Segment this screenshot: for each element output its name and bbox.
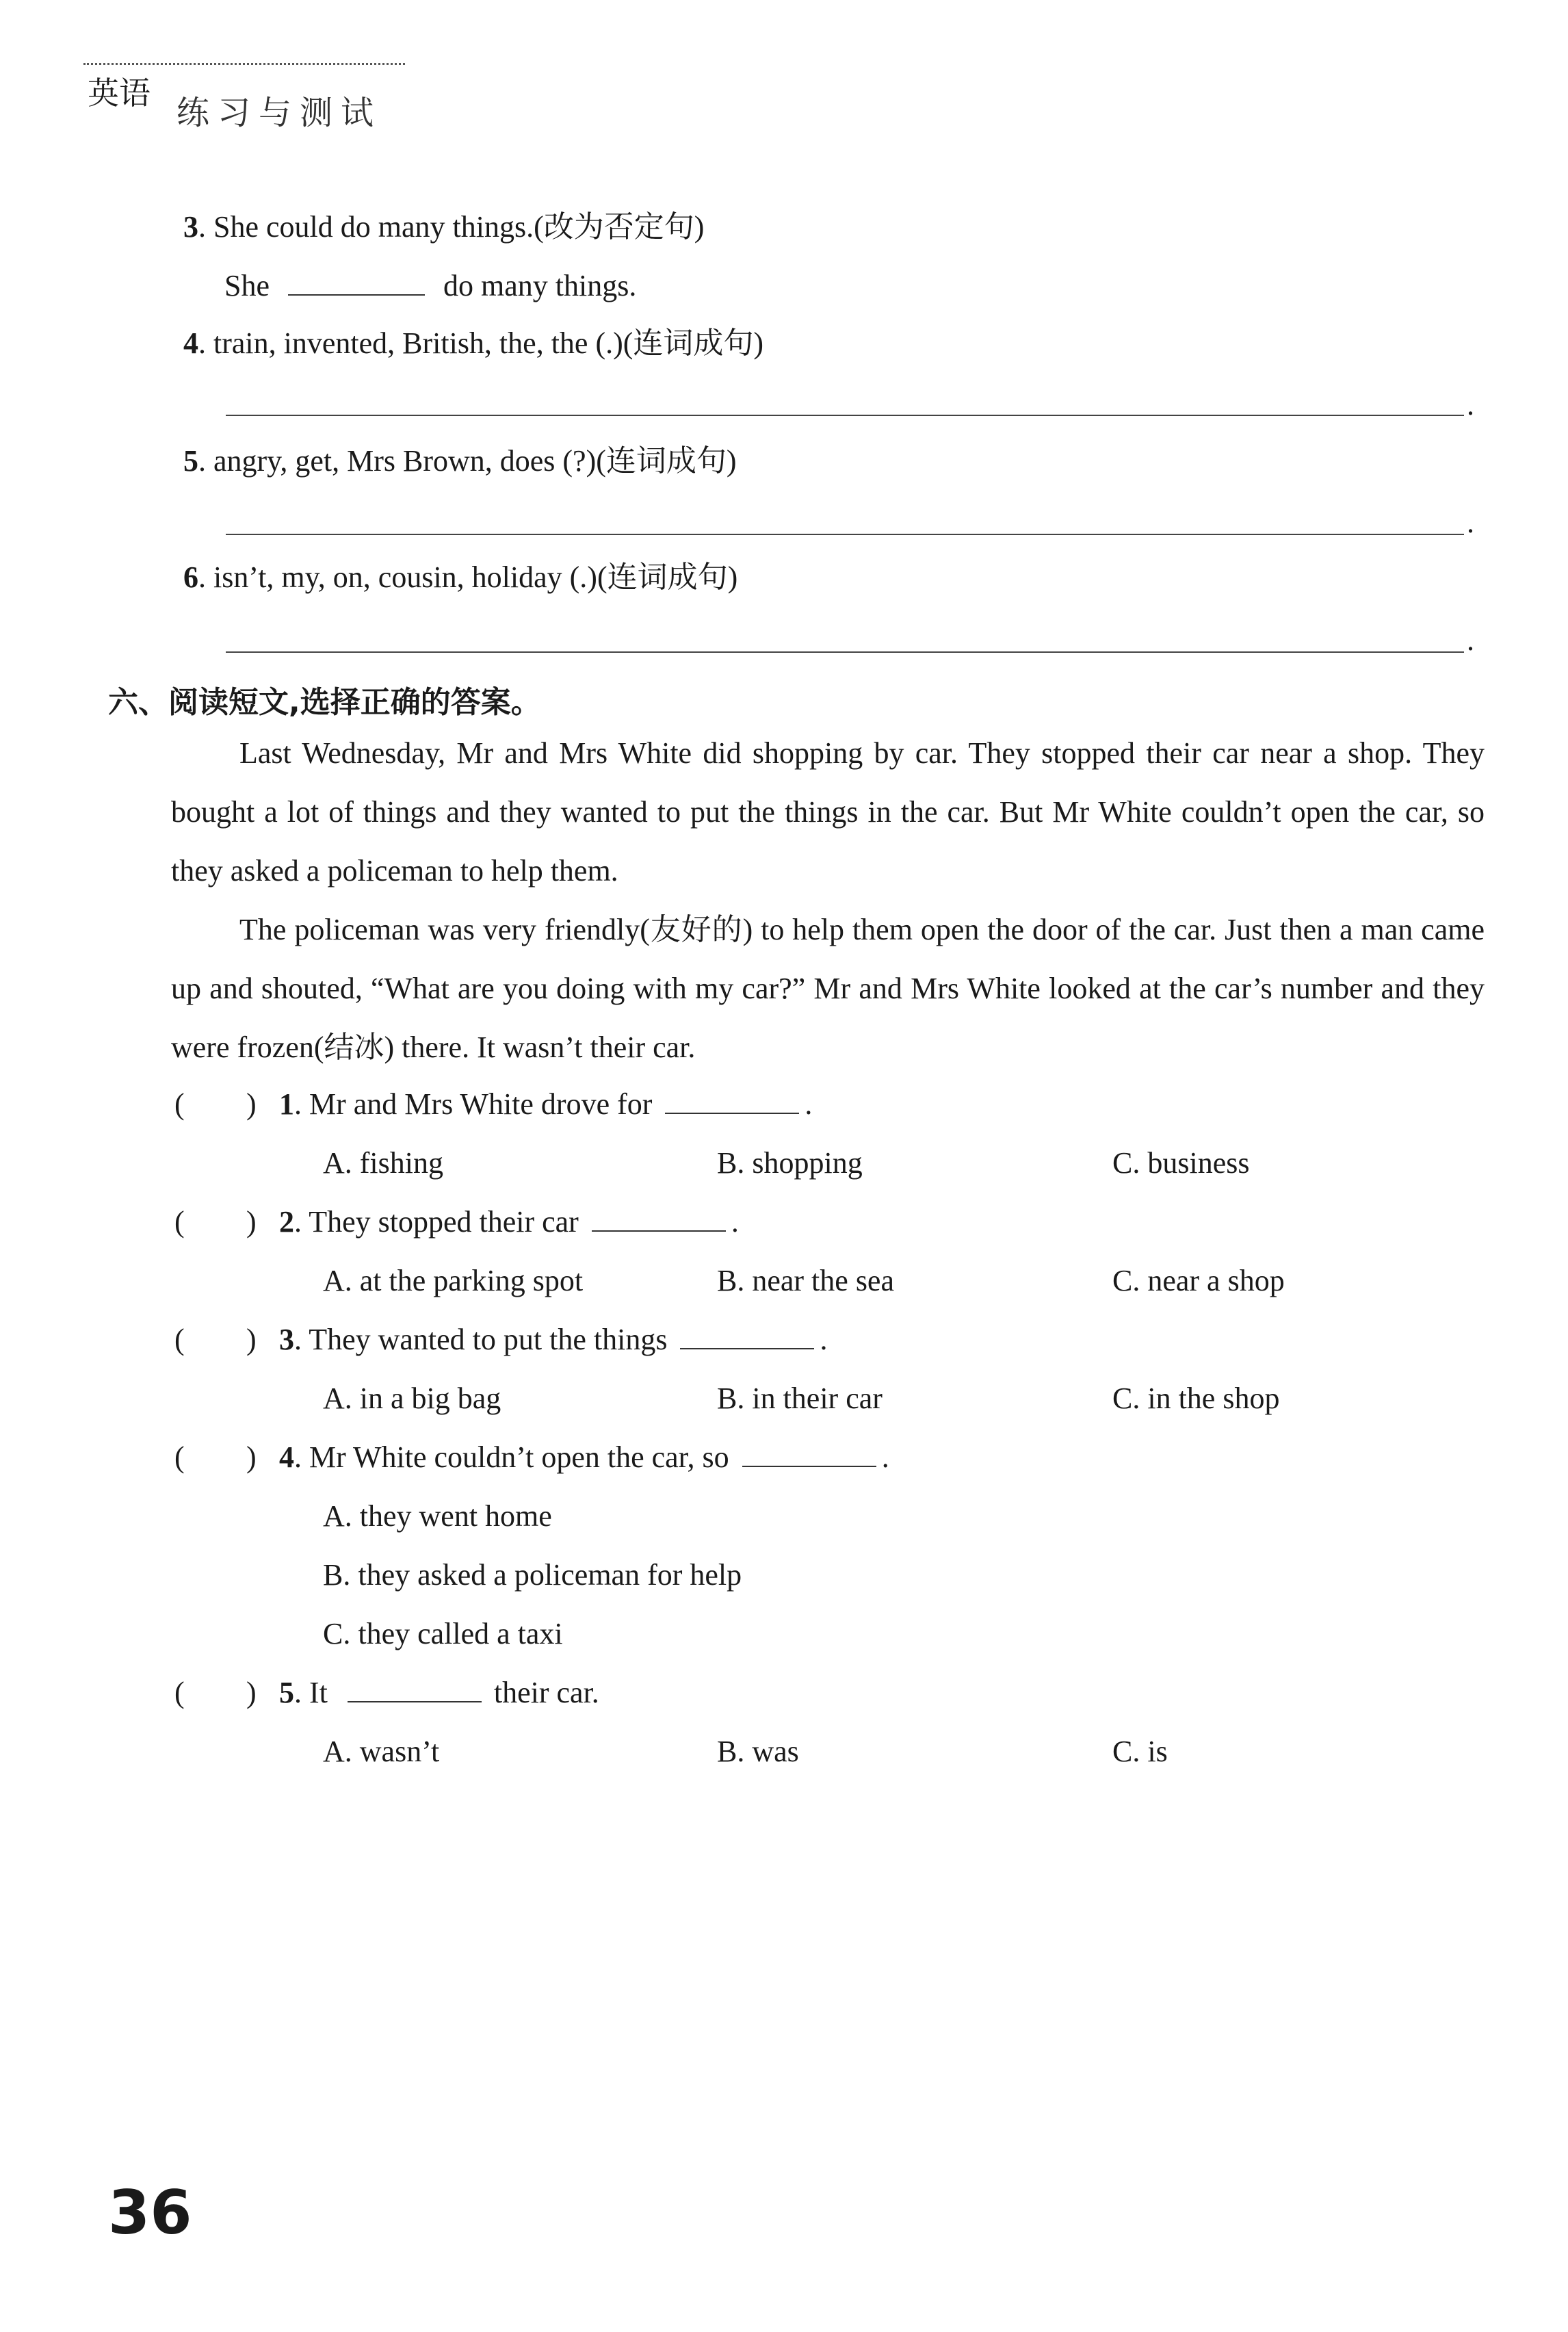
mc4-text: . Mr White couldn’t open the car, so	[294, 1440, 729, 1474]
mc1-post: .	[805, 1087, 813, 1121]
mc4-paren-open: (	[174, 1440, 185, 1474]
mc5-text: . It	[294, 1676, 328, 1709]
q4-end-period: .	[1467, 388, 1474, 422]
mc3-text: . They wanted to put the things	[294, 1323, 668, 1356]
mc5-paren-close: )	[246, 1676, 257, 1709]
mc2-stem	[279, 1202, 739, 1243]
mc1-paren-close: )	[246, 1087, 257, 1121]
q5-prompt	[183, 441, 737, 482]
mc1-option-a[interactable]: A. fishing	[323, 1146, 443, 1180]
q6-number: 6	[183, 560, 198, 594]
mc5-option-a[interactable]: A. wasn’t	[323, 1735, 440, 1768]
mc4-stem	[279, 1437, 889, 1478]
mc5-stem	[279, 1672, 599, 1713]
q4-number: 4	[183, 326, 198, 360]
page-number: 36	[108, 2177, 192, 2248]
mc1-paren-open: (	[174, 1087, 185, 1121]
q3-answer-prefix: She	[224, 269, 270, 302]
q5-hint: (连词成句)	[596, 444, 737, 478]
mc2-text: . They stopped their car	[294, 1205, 579, 1239]
mc3-option-a[interactable]: A. in a big bag	[323, 1382, 501, 1415]
q4-answer-line[interactable]	[226, 415, 1464, 416]
mc2-paren-open: (	[174, 1205, 185, 1239]
q3-text: . She could do many things.	[198, 210, 534, 244]
mc3-number: 3	[279, 1323, 294, 1356]
mc4-option-b[interactable]: B. they asked a policeman for help	[323, 1558, 742, 1592]
q5-number: 5	[183, 444, 198, 478]
mc5-option-b[interactable]: B. was	[717, 1735, 799, 1768]
q5-text: . angry, get, Mrs Brown, does (?)	[198, 444, 597, 478]
header-subject: 英语	[88, 75, 151, 112]
header-title: 练习与测试	[177, 94, 382, 132]
mc5-blank	[348, 1674, 482, 1702]
section-six-title: 六、阅读短文,选择正确的答案。	[108, 685, 541, 720]
q6-answer-line[interactable]	[226, 651, 1464, 653]
q3-answer-blank[interactable]	[288, 267, 425, 296]
mc5-number: 5	[279, 1676, 294, 1709]
mc5-paren-open: (	[174, 1676, 185, 1709]
q5-answer-line[interactable]	[226, 534, 1464, 535]
mc4-number: 4	[279, 1440, 294, 1474]
mc2-paren-close: )	[246, 1205, 257, 1239]
q4-prompt	[183, 323, 763, 364]
q3-answer-suffix: do many things.	[443, 269, 637, 302]
passage-paragraph-1: Last Wednesday, Mr and Mrs White did shopping by car. They stopped their car near a shop. They bought a lot of things and they wanted to put the things in the car. But Mr White couldn’t open the car, so they asked a policeman to help them.	[171, 736, 1485, 888]
q6-end-period: .	[1467, 623, 1474, 657]
mc1-number: 1	[279, 1087, 294, 1121]
q4-hint: (连词成句)	[623, 326, 764, 360]
q5-end-period: .	[1467, 506, 1474, 539]
q6-prompt	[183, 557, 737, 598]
q4-text: . train, invented, British, the, the (.)	[198, 326, 623, 360]
q3-prompt	[183, 207, 704, 248]
mc1-stem	[279, 1084, 812, 1125]
mc1-blank	[665, 1085, 799, 1114]
mc4-paren-close: )	[246, 1440, 257, 1474]
mc4-option-c[interactable]: C. they called a taxi	[323, 1617, 563, 1650]
mc4-post: .	[881, 1440, 889, 1474]
mc3-post: .	[820, 1323, 828, 1356]
q6-hint: (连词成句)	[597, 560, 738, 594]
q6-text: . isn’t, my, on, cousin, holiday (.)	[198, 560, 597, 594]
mc2-option-a[interactable]: A. at the parking spot	[323, 1264, 584, 1297]
mc5-post: their car.	[493, 1676, 599, 1709]
mc2-option-b[interactable]: B. near the sea	[717, 1264, 894, 1297]
mc5-option-c[interactable]: C. is	[1112, 1735, 1168, 1768]
mc3-option-c[interactable]: C. in the shop	[1112, 1382, 1280, 1415]
mc1-option-b[interactable]: B. shopping	[717, 1146, 863, 1180]
mc2-number: 2	[279, 1205, 294, 1239]
mc3-paren-open: (	[174, 1323, 185, 1356]
mc2-option-c[interactable]: C. near a shop	[1112, 1264, 1285, 1297]
mc3-stem	[279, 1319, 827, 1360]
mc3-blank	[680, 1321, 814, 1349]
passage-paragraph-2: The policeman was very friendly(友好的) to help them open the door of the car. Just then a man came up and shouted, “What are you doing with my car?” Mr and Mrs White looked at the car’s number and they were frozen(结冰) there. It wasn’t their car.	[171, 913, 1485, 1064]
mc2-post: .	[731, 1205, 739, 1239]
q3-number: 3	[183, 210, 198, 244]
mc4-option-a[interactable]: A. they went home	[323, 1499, 552, 1533]
mc2-blank	[592, 1203, 726, 1232]
q3-answer-line	[224, 265, 636, 307]
mc3-paren-close: )	[246, 1323, 257, 1356]
mc1-text: . Mr and Mrs White drove for	[294, 1087, 653, 1121]
mc4-blank	[742, 1438, 876, 1467]
mc1-option-c[interactable]: C. business	[1112, 1146, 1250, 1180]
q3-hint: (改为否定句)	[534, 210, 705, 244]
mc3-option-b[interactable]: B. in their car	[717, 1382, 883, 1415]
